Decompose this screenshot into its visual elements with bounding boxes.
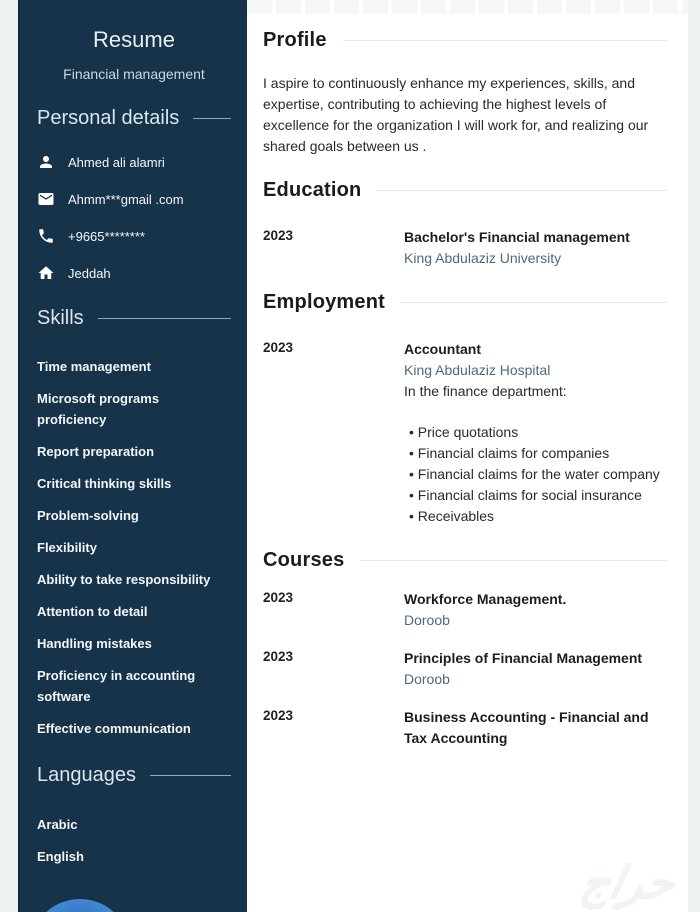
entry-date: 2023: [263, 340, 294, 355]
personal-item-label: Ahmed ali alamri: [68, 154, 165, 170]
course-entry: [263, 589, 668, 631]
personal-item-label: Jeddah: [68, 265, 111, 281]
resume-subtitle: Financial management: [63, 66, 205, 82]
personal-details-list: [37, 153, 231, 282]
profile-heading: Profile: [263, 29, 327, 51]
entry-description: In the finance department:: [404, 383, 567, 399]
entry-date: 2023: [263, 708, 294, 723]
entry-subtitle: Doroob: [404, 612, 450, 628]
heading-rule: [401, 302, 668, 303]
skills-section-header: [37, 307, 231, 330]
skill-item: Time management: [37, 359, 151, 374]
personal-item-email: [37, 190, 231, 208]
haraj-watermark: حراج: [576, 858, 680, 907]
duty-item: • Financial claims for the water company: [404, 464, 668, 485]
profile-section-header: [263, 29, 668, 52]
duty-item: • Receivables: [404, 506, 668, 527]
employment-duties-list: [404, 422, 668, 527]
skill-item: Proficiency in accounting software: [37, 668, 196, 704]
skill-item: Handling mistakes: [37, 636, 152, 651]
employment-heading: Employment: [263, 291, 386, 313]
course-entry: [263, 648, 668, 690]
employment-entry: [263, 339, 668, 527]
skills-list: [37, 356, 231, 739]
education-heading: Education: [263, 179, 362, 201]
personal-item-phone: [37, 227, 231, 245]
entry-title: Principles of Financial Management: [404, 650, 643, 666]
skill-item: Report preparation: [37, 444, 155, 459]
heading-rule: [343, 40, 668, 41]
heading-rule: [150, 775, 231, 776]
entry-date: 2023: [263, 649, 294, 664]
duty-item: • Financial claims for social insurance: [404, 485, 668, 506]
courses-list: [263, 589, 668, 749]
personal-item-label: +9665********: [68, 228, 145, 244]
education-section-header: [263, 179, 668, 202]
heading-rule: [377, 190, 668, 191]
profile-text: I aspire to continuously enhance my experiences, skills, and expertise, contributing to achieving the highest levels of excellence for the organization I will work for, and realizing our shared goals between us .: [263, 75, 649, 154]
personal-item-city: [37, 264, 231, 282]
entry-date: 2023: [263, 590, 294, 605]
heading-rule: [98, 318, 231, 319]
entry-subtitle: Doroob: [404, 671, 450, 687]
personal-item-name: [37, 153, 231, 171]
languages-list: [37, 814, 231, 867]
entry-title: Business Accounting - Financial and Tax Accounting: [404, 709, 649, 746]
skill-item: Effective communication: [37, 721, 191, 736]
user-icon: [37, 153, 55, 171]
skills-heading: Skills: [37, 307, 84, 329]
skill-item: Critical thinking skills: [37, 476, 172, 491]
resume-title: Resume: [93, 27, 175, 52]
phone-icon: [37, 227, 55, 245]
courses-section-header: [263, 549, 668, 572]
languages-heading: Languages: [37, 764, 136, 786]
duty-item: • Financial claims for companies: [404, 443, 668, 464]
entry-date: 2023: [263, 228, 294, 243]
entry-title: Bachelor's Financial management: [404, 229, 630, 245]
entry-title: Accountant: [404, 341, 481, 357]
language-item: Arabic: [37, 817, 78, 832]
personal-item-label: Ahmm***gmail .com: [68, 191, 184, 207]
duty-item: • Price quotations: [404, 422, 668, 443]
skill-item: Attention to detail: [37, 604, 148, 619]
home-icon: [37, 264, 55, 282]
heading-rule: [193, 118, 231, 119]
education-entry: [263, 227, 668, 269]
courses-heading: Courses: [263, 549, 345, 571]
personal-details-heading: Personal details: [37, 107, 180, 129]
resume-content: [247, 0, 688, 912]
decorative-circle: [30, 899, 130, 912]
employment-section-header: [263, 291, 668, 314]
entry-title: Workforce Management.: [404, 591, 567, 607]
course-entry: [263, 707, 668, 749]
entry-subtitle: King Abdulaziz University: [404, 250, 562, 266]
personal-details-section-header: [37, 107, 231, 130]
mail-icon: [37, 190, 55, 208]
skill-item: Ability to take responsibility: [37, 572, 211, 587]
entry-subtitle: King Abdulaziz Hospital: [404, 362, 551, 378]
language-item: English: [37, 849, 84, 864]
resume-sidebar: [18, 0, 247, 912]
skill-item: Microsoft programs proficiency: [37, 391, 160, 427]
languages-section-header: [37, 764, 231, 787]
skill-item: Problem-solving: [37, 508, 139, 523]
heading-rule: [360, 560, 668, 561]
skill-item: Flexibility: [37, 540, 97, 555]
